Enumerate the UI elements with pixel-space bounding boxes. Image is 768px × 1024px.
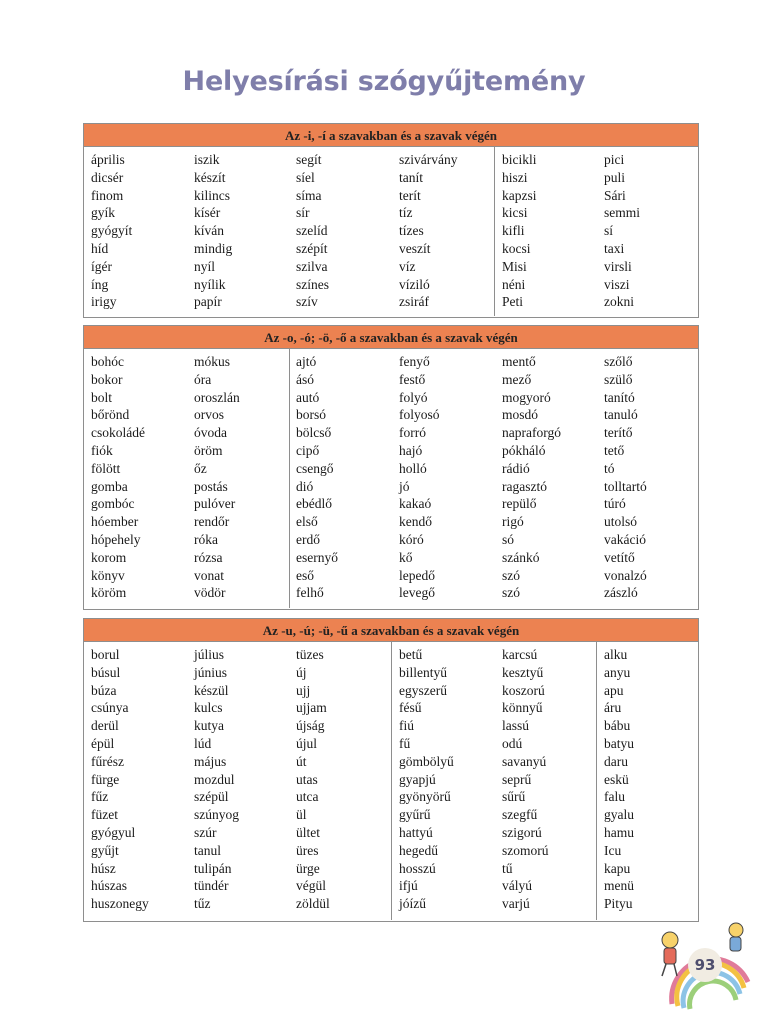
word-column <box>502 353 561 602</box>
word: kendő <box>399 514 432 530</box>
word: festő <box>399 371 426 387</box>
word: hosszú <box>399 860 436 876</box>
word: szó <box>502 585 520 601</box>
word-column <box>194 151 232 311</box>
word: hamu <box>604 824 634 840</box>
word-column <box>502 151 537 311</box>
word: billentyű <box>399 664 447 680</box>
word: utolsó <box>604 514 638 530</box>
word: kocsi <box>502 240 531 256</box>
word: napraforgó <box>502 425 561 441</box>
word: kő <box>399 549 413 565</box>
word-column <box>296 646 330 913</box>
word: Misi <box>502 258 527 274</box>
word: postás <box>194 478 228 494</box>
word: tető <box>604 442 625 458</box>
word: autó <box>296 389 320 405</box>
word: felhő <box>296 585 324 601</box>
word: gyűrű <box>399 807 431 823</box>
word: jóízű <box>399 896 426 912</box>
word: kulcs <box>194 700 223 716</box>
word: víz <box>399 258 416 274</box>
word: utca <box>296 789 319 805</box>
word: csengő <box>296 460 334 476</box>
word: bokor <box>91 371 123 387</box>
word: hiszi <box>502 169 528 185</box>
word: szív <box>296 294 318 310</box>
word-column <box>399 151 457 311</box>
word: épül <box>91 735 115 751</box>
word: orvos <box>194 407 224 423</box>
word: lassú <box>502 718 529 734</box>
word: dicsér <box>91 169 124 185</box>
word: dió <box>296 478 314 494</box>
word: folyosó <box>399 407 440 423</box>
word-table <box>84 642 698 920</box>
word: zokni <box>604 294 634 310</box>
word: mindig <box>194 240 233 256</box>
word: vakáció <box>604 531 646 547</box>
word: bölcső <box>296 425 332 441</box>
word: húszas <box>91 878 127 894</box>
word: egyszerű <box>399 682 447 698</box>
word: gyönyörű <box>399 789 451 805</box>
word: mentő <box>502 354 536 369</box>
word: köröm <box>91 585 127 601</box>
word: búza <box>91 682 117 698</box>
column-divider <box>596 642 597 920</box>
word: karcsú <box>502 647 538 662</box>
word: erdő <box>296 531 320 547</box>
word: alku <box>604 647 628 662</box>
word: kapzsi <box>502 187 537 203</box>
word: esernyő <box>296 549 338 565</box>
word: április <box>91 152 125 167</box>
word: gyógyul <box>91 824 136 840</box>
word: hópehely <box>91 531 141 547</box>
word: fűz <box>91 789 109 805</box>
word: Icu <box>604 842 622 858</box>
word: iszik <box>194 152 220 167</box>
word: végül <box>296 878 326 894</box>
word: gyapjú <box>399 771 436 787</box>
word: pókháló <box>502 442 546 458</box>
word: batyu <box>604 735 634 751</box>
word: seprű <box>502 771 532 787</box>
word: mező <box>502 371 532 387</box>
word: készít <box>194 169 226 185</box>
word: ül <box>296 807 307 823</box>
word: ebédlő <box>296 496 332 512</box>
word: Sári <box>604 187 626 203</box>
section-i <box>83 123 699 318</box>
word: Pityu <box>604 896 633 912</box>
word: bolt <box>91 389 113 405</box>
word: tó <box>604 460 615 476</box>
word: ásó <box>296 371 314 387</box>
word: őz <box>194 460 207 476</box>
word: tündér <box>194 878 229 894</box>
word: tanít <box>399 169 423 185</box>
word: húsz <box>91 860 116 876</box>
word: fűrész <box>91 753 124 769</box>
word: pici <box>604 152 625 167</box>
word: rózsa <box>194 549 223 565</box>
word-column <box>91 151 132 311</box>
word: irigy <box>91 294 117 310</box>
word: fürge <box>91 771 120 787</box>
word: fű <box>399 735 411 751</box>
word: mozdul <box>194 771 235 787</box>
word: eső <box>296 567 314 583</box>
word: könnyű <box>502 700 543 716</box>
word: mosdó <box>502 407 539 423</box>
word: gyűjt <box>91 842 119 858</box>
word: terítő <box>604 425 633 441</box>
section-u <box>83 618 699 922</box>
word-column <box>91 353 145 602</box>
word: ujj <box>296 682 311 698</box>
column-divider <box>289 349 290 608</box>
section-heading: Az -o, -ó; -ö, -ő a szavakban és a szavak végén <box>84 326 698 349</box>
word: óra <box>194 371 212 387</box>
word: szegfű <box>502 807 538 823</box>
word: tanító <box>604 389 635 405</box>
word: fésű <box>399 700 422 716</box>
word: fiú <box>399 718 414 734</box>
word: szépül <box>194 789 229 805</box>
word: apu <box>604 682 624 698</box>
word: tanul <box>194 842 221 858</box>
word-column <box>194 646 239 913</box>
word: szépít <box>296 240 328 256</box>
section-o <box>83 325 699 610</box>
word: bohóc <box>91 354 124 369</box>
word: búsul <box>91 664 121 680</box>
word: színes <box>296 276 329 292</box>
column-divider <box>494 147 495 316</box>
word: csúnya <box>91 700 129 716</box>
word: szigorú <box>502 824 542 840</box>
word: Peti <box>502 294 524 310</box>
word-column <box>194 353 240 602</box>
word: derül <box>91 718 119 734</box>
word-table <box>84 349 698 608</box>
word: szánkó <box>502 549 540 565</box>
word: első <box>296 514 318 530</box>
word: zászló <box>604 585 638 601</box>
word: gyík <box>91 205 116 221</box>
word: vályú <box>502 878 532 894</box>
word: zsiráf <box>399 294 429 310</box>
word: rádió <box>502 460 530 476</box>
word: szőlő <box>604 354 633 369</box>
word: íng <box>91 276 109 292</box>
word: semmi <box>604 205 640 221</box>
word: víziló <box>399 276 430 292</box>
page-number: 93 <box>688 948 722 982</box>
word: ígér <box>91 258 112 274</box>
word: május <box>194 753 227 769</box>
word: túró <box>604 496 626 512</box>
word: sí <box>604 223 614 239</box>
word: zöldül <box>296 896 330 912</box>
word: tulipán <box>194 860 232 876</box>
word: síel <box>296 169 315 185</box>
word: híd <box>91 240 109 256</box>
word: ültet <box>296 824 320 840</box>
word: kicsi <box>502 205 528 221</box>
word: folyó <box>399 389 428 405</box>
word: gomba <box>91 478 128 494</box>
word: néni <box>502 276 526 292</box>
word: gömbölyű <box>399 753 454 769</box>
word: június <box>194 664 228 680</box>
word: kutya <box>194 718 224 734</box>
word: jó <box>399 478 410 494</box>
word: áru <box>604 700 622 716</box>
word: huszonegy <box>91 896 149 912</box>
word: odú <box>502 735 523 751</box>
word: koszorú <box>502 682 545 698</box>
word: tolltartó <box>604 478 647 494</box>
word-column <box>604 353 647 602</box>
word: sír <box>296 205 310 221</box>
word: levegő <box>399 585 435 601</box>
word: mogyoró <box>502 389 551 405</box>
word: szülő <box>604 371 633 387</box>
word: szó <box>502 567 520 583</box>
word: újul <box>296 735 318 751</box>
word: róka <box>194 531 218 547</box>
word: hóember <box>91 514 139 530</box>
word: kakaó <box>399 496 432 512</box>
word: csokoládé <box>91 425 145 441</box>
word: kesztyű <box>502 664 544 680</box>
word: óvoda <box>194 425 227 441</box>
word: szomorú <box>502 842 549 858</box>
word: varjú <box>502 896 530 912</box>
word: fenyő <box>399 354 430 369</box>
word: bőrönd <box>91 407 130 423</box>
word: tízes <box>399 223 424 239</box>
word: lúd <box>194 735 212 751</box>
section-heading: Az -i, -í a szavakban és a szavak végén <box>84 124 698 147</box>
word: daru <box>604 753 628 769</box>
word: bicikli <box>502 152 537 167</box>
word: utas <box>296 771 318 787</box>
word: kísér <box>194 205 221 221</box>
column-divider <box>391 642 392 920</box>
word: mókus <box>194 354 231 369</box>
word-column <box>399 353 440 602</box>
word: hattyú <box>399 824 433 840</box>
word: tű <box>502 860 513 876</box>
word: fiók <box>91 442 113 458</box>
word-column <box>296 151 329 311</box>
word: könyv <box>91 567 125 583</box>
word: finom <box>91 187 124 203</box>
word: kapu <box>604 860 631 876</box>
word: segít <box>296 152 322 167</box>
word: korom <box>91 549 127 565</box>
word: vödör <box>194 585 226 601</box>
word: nyílik <box>194 276 226 292</box>
word: vetítő <box>604 549 635 565</box>
word: betű <box>399 647 423 662</box>
section-heading: Az -u, -ú; -ü, -ű a szavakban és a szavak végén <box>84 619 698 642</box>
word: ajtó <box>296 354 317 369</box>
word-column <box>604 646 634 913</box>
word: tűz <box>194 896 211 912</box>
word: kilincs <box>194 187 230 203</box>
word: rendőr <box>194 514 230 530</box>
word: szúnyog <box>194 807 239 823</box>
word: vonalzó <box>604 567 647 583</box>
word: gyógyít <box>91 223 133 239</box>
word: virsli <box>604 258 632 274</box>
word: taxi <box>604 240 625 256</box>
word: gombóc <box>91 496 135 512</box>
word: borul <box>91 647 120 662</box>
word: síma <box>296 187 322 203</box>
word: falu <box>604 789 625 805</box>
word: veszít <box>399 240 431 256</box>
word: terít <box>399 187 421 203</box>
word: kifli <box>502 223 525 239</box>
word: szúr <box>194 824 217 840</box>
word: oroszlán <box>194 389 240 405</box>
word-column <box>399 646 454 913</box>
word: viszi <box>604 276 630 292</box>
word: hajó <box>399 442 423 458</box>
word: gyalu <box>604 807 634 823</box>
word: kóró <box>399 531 424 547</box>
word: forró <box>399 425 426 441</box>
word: bábu <box>604 718 631 734</box>
word: tüzes <box>296 647 324 662</box>
word: kíván <box>194 223 224 239</box>
word: fölött <box>91 460 121 476</box>
word: üres <box>296 842 319 858</box>
word: rigó <box>502 514 524 530</box>
word: tanuló <box>604 407 638 423</box>
word: út <box>296 753 307 769</box>
word: repülő <box>502 496 537 512</box>
page-title: Helyesírási szógyűjtemény <box>182 66 586 97</box>
word: sűrű <box>502 789 526 805</box>
word-column <box>502 646 549 913</box>
word-column <box>604 151 640 311</box>
word: július <box>194 647 225 662</box>
word: szilva <box>296 258 328 274</box>
word: ujjam <box>296 700 327 716</box>
word: szelíd <box>296 223 328 239</box>
word: só <box>502 531 515 547</box>
word-column <box>296 353 338 602</box>
word: nyíl <box>194 258 216 274</box>
word-table <box>84 147 698 316</box>
word: új <box>296 664 307 680</box>
word: eskü <box>604 771 629 787</box>
word: vonat <box>194 567 224 583</box>
word: ifjú <box>399 878 418 894</box>
word: anyu <box>604 664 631 680</box>
word: hegedű <box>399 842 438 858</box>
word-column <box>91 646 149 913</box>
word: menü <box>604 878 634 894</box>
word: savanyú <box>502 753 547 769</box>
word: ürge <box>296 860 320 876</box>
word: puli <box>604 169 626 185</box>
word: tíz <box>399 205 413 221</box>
word: füzet <box>91 807 118 823</box>
word: borsó <box>296 407 326 423</box>
word: papír <box>194 294 222 310</box>
word: cipő <box>296 442 320 458</box>
word: pulóver <box>194 496 236 512</box>
word: készül <box>194 682 229 698</box>
word: holló <box>399 460 427 476</box>
word: szivárvány <box>399 152 458 167</box>
word: ragasztó <box>502 478 547 494</box>
word: lepedő <box>399 567 435 583</box>
word: újság <box>296 718 325 734</box>
word: öröm <box>194 442 223 458</box>
